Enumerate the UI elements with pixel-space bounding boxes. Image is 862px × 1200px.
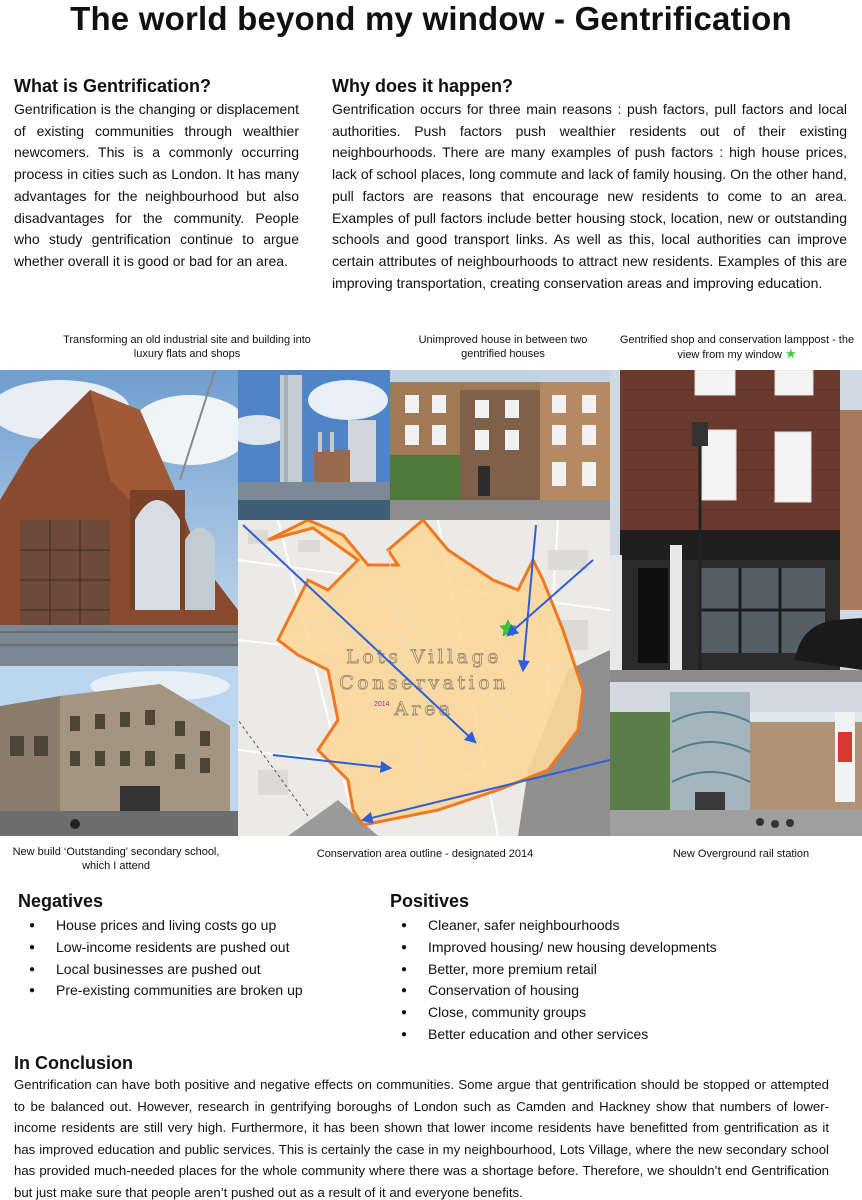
- secondary-school-photo: [0, 666, 238, 836]
- caption-shop-text: Gentrified shop and conservation lamppost - the view from my window: [619, 334, 855, 361]
- map-year: 2014: [374, 701, 390, 708]
- list-item: ● Better education and other services: [388, 1024, 717, 1046]
- caption-industrial: Transforming an old industrial site and building into luxury flats and shops: [63, 334, 311, 360]
- caption-conservation: Conservation area outline - designated 2014: [316, 848, 534, 860]
- list-item: ● Pre-existing communities are broken up: [16, 980, 303, 1002]
- map-label-line3: Area: [394, 698, 454, 720]
- list-item: ● Improved housing/ new housing developments: [388, 937, 717, 959]
- what-text: Gentrification is the changing or displacement of existing communities through wealthier newcomers. This is a commonly occurring process in cities such as London. It has many advantages for the neighbourhood but also disadvantages for the community. People who study gentrification continue to argue whether overall it is good or bad for an area.: [14, 101, 299, 269]
- negatives-heading: Negatives: [18, 891, 104, 911]
- list-item: ● Local businesses are pushed out: [16, 959, 303, 981]
- positives-heading: Positives: [390, 891, 470, 911]
- caption-station: New Overground rail station: [672, 848, 810, 860]
- list-item: ● Close, community groups: [388, 1002, 717, 1024]
- list-item: ● House prices and living costs go up: [16, 915, 303, 937]
- conclusion-heading: In Conclusion: [14, 1053, 133, 1073]
- what-heading: What is Gentrification?: [14, 76, 212, 96]
- negatives-list: [16, 915, 303, 1002]
- caption-unimproved: Unimproved house in between two gentrified houses: [418, 334, 588, 360]
- page-title: The world beyond my window - Gentrification: [70, 0, 792, 37]
- conclusion-text: Gentrification can have both positive and negative effects on communities. Some argue that gentrification should be stopped or attempted to be balanced out. However, research in gentrifying boroughs of London such as Camden and Hackney show that numbers of lower-income residents are still very high. Furthermore, it has been shown that lower income residents have benefitted from gentrification as it has improved education and public services. This is certainly the case in my neighbourhood, Lots Village, where the new secondary school has provided much-needed places for the whole community where there was a shortage before. Therefore, we shouldn’t end Gentrification but just make sure that people aren’t pushed out as a result of it and everyone benefits.: [14, 1077, 829, 1200]
- luxury-towers-photo: [238, 370, 390, 520]
- conservation-area-map: [238, 520, 610, 836]
- why-text: Gentrification occurs for three main reasons : push factors, pull factors and local authorities. Push factors push wealthier residents out of their existing neighbourhoods. There are many examples of push factors : high house prices, lack of school places, long commute and lack of family housing. On the other hand, pull factors are reasons that encourage new residents to come to an area. Examples of pull factors include better housing stock, location, new or outstanding schools and good transport links. As well as this, local authorities can improve certain attributes of neighbourhoods to attract new residents. Examples of this are improving transportation, creating conservation areas and improving education.: [332, 101, 847, 291]
- list-item: ● Low-income residents are pushed out: [16, 937, 303, 959]
- unimproved-house-photo: [390, 370, 610, 520]
- list-item: ● Cleaner, safer neighbourhoods: [388, 915, 717, 937]
- positives-list: [388, 915, 717, 1046]
- list-item: ● Better, more premium retail: [388, 959, 717, 981]
- map-label-line1: Lots Village: [346, 646, 502, 668]
- why-heading: Why does it happen?: [332, 76, 514, 96]
- industrial-building-photo: [0, 370, 238, 666]
- caption-school: New build ‘Outstanding’ secondary school, which I attend: [12, 846, 220, 872]
- map-label-line2: Conservation: [339, 672, 509, 694]
- gentrified-shop-photo: [610, 370, 862, 682]
- star-icon: ★: [784, 346, 797, 361]
- list-item: ● Conservation of housing: [388, 980, 717, 1002]
- caption-shop: [612, 333, 862, 362]
- overground-station-photo: [610, 682, 862, 836]
